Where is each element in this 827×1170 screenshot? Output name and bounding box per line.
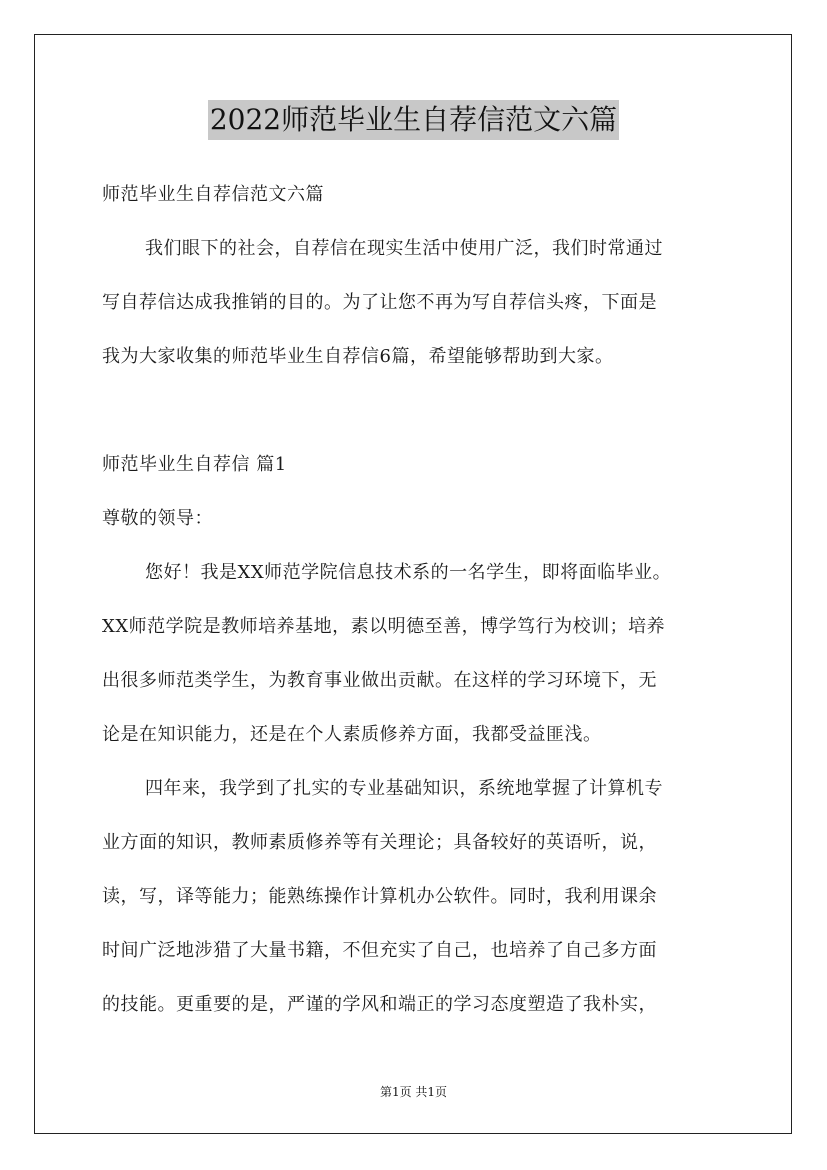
paragraph-line: 出很多师范类学生，为教育事业做出贡献。在这样的学习环境下，无 bbox=[102, 670, 657, 691]
paragraph-line: 的技能。更重要的是，严谨的学风和端正的学习态度塑造了我朴实， bbox=[102, 994, 657, 1015]
paragraph-line: 四年来，我学到了扎实的专业基础知识，系统地掌握了计算机专 bbox=[145, 778, 663, 799]
paragraph-line: 论是在知识能力，还是在个人素质修养方面，我都受益匪浅。 bbox=[102, 724, 602, 745]
paragraph-line: 您好！我是XX师范学院信息技术系的一名学生，即将面临毕业。 bbox=[145, 562, 672, 583]
paragraph-line: 业方面的知识，教师素质修养等有关理论；具备较好的英语听，说， bbox=[102, 832, 657, 853]
paragraph-line: 读，写，译等能力；能熟练操作计算机办公软件。同时，我利用课余 bbox=[102, 886, 657, 907]
document-title: 2022师范毕业生自荐信范文六篇 bbox=[208, 100, 619, 140]
document-subtitle: 师范毕业生自荐信范文六篇 bbox=[102, 184, 324, 205]
page-number: 第1页 共1页 bbox=[379, 1085, 448, 1099]
intro-line: 我们眼下的社会，自荐信在现实生活中使用广泛，我们时常通过 bbox=[145, 238, 663, 259]
intro-line: 写自荐信达成我推销的目的。为了让您不再为写自荐信头疼，下面是 bbox=[102, 292, 657, 313]
intro-line: 我为大家收集的师范毕业生自荐信6篇，希望能够帮助到大家。 bbox=[102, 346, 614, 367]
paragraph-line: 时间广泛地涉猎了大量书籍，不但充实了自己，也培养了自己多方面 bbox=[102, 940, 657, 961]
salutation: 尊敬的领导： bbox=[102, 508, 213, 529]
title-wrap bbox=[0, 100, 827, 140]
section-heading: 师范毕业生自荐信 篇1 bbox=[102, 454, 287, 475]
paragraph-line: XX师范学院是教师培养基地，素以明德至善，博学笃行为校训；培养 bbox=[102, 616, 666, 637]
